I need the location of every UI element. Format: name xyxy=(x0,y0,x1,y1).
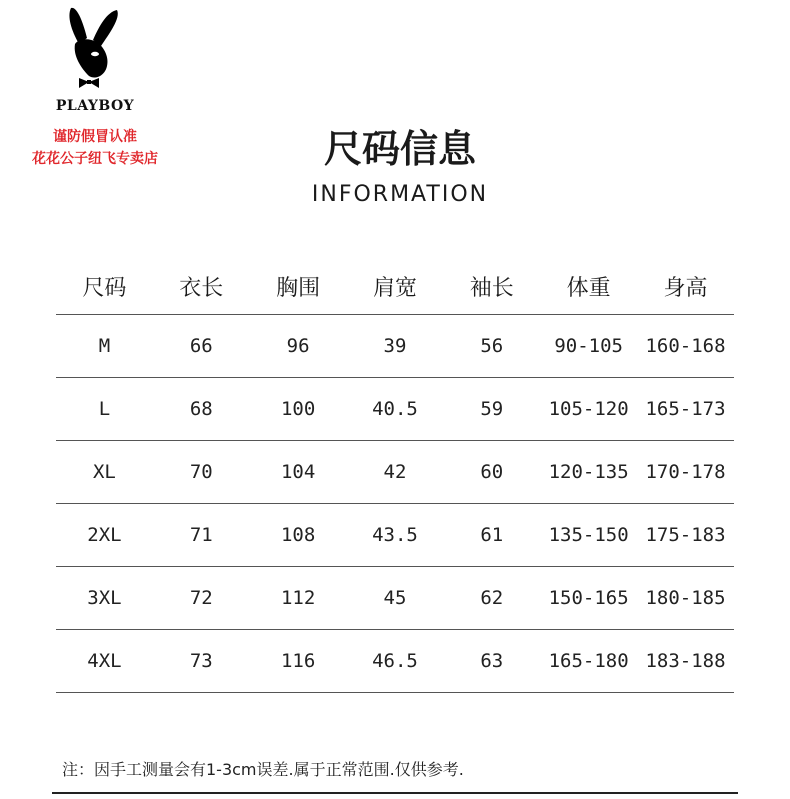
anti-counterfeit-notice: 谨防假冒认准 xyxy=(53,129,137,145)
table-cell: 43.5 xyxy=(372,524,418,546)
divider xyxy=(52,792,738,794)
table-cell: 39 xyxy=(383,335,407,357)
header-weight: 体重 xyxy=(566,275,611,301)
header-height: 身高 xyxy=(663,275,708,301)
table-cell: 170-178 xyxy=(645,461,726,483)
table-row xyxy=(56,315,734,378)
store-name: 花花公子纽飞专卖店 xyxy=(32,151,158,167)
table-cell: 63 xyxy=(480,650,504,672)
table-cell: 72 xyxy=(189,587,213,609)
table-cell: 183-188 xyxy=(645,650,726,672)
table-cell: 108 xyxy=(280,524,316,546)
bunny-logo-icon xyxy=(55,4,127,94)
table-cell: 112 xyxy=(280,587,316,609)
table-cell: 68 xyxy=(189,398,213,420)
table-row xyxy=(56,504,734,567)
header-chest: 胸围 xyxy=(276,275,321,301)
table-cell: 180-185 xyxy=(645,587,726,609)
table-row xyxy=(56,441,734,504)
table-cell: 165-173 xyxy=(645,398,726,420)
table-cell: M xyxy=(98,335,111,357)
table-cell: 165-180 xyxy=(548,650,629,672)
table-row xyxy=(56,630,734,693)
table-cell: 96 xyxy=(286,335,310,357)
table-cell: 100 xyxy=(280,398,316,420)
table-row xyxy=(56,378,734,441)
table-cell: 135-150 xyxy=(548,524,629,546)
table-cell: 56 xyxy=(480,335,504,357)
brand-name: PLAYBOY xyxy=(55,98,135,114)
page-title: 尺码信息 xyxy=(323,127,476,171)
table-cell: 42 xyxy=(383,461,407,483)
table-row xyxy=(56,567,734,630)
table-cell: 62 xyxy=(480,587,504,609)
table-cell: 45 xyxy=(383,587,407,609)
table-cell: 120-135 xyxy=(548,461,629,483)
table-cell: 116 xyxy=(280,650,316,672)
table-cell: 160-168 xyxy=(645,335,726,357)
table-header-row xyxy=(56,258,734,315)
table-cell: 3XL xyxy=(87,587,122,609)
table-cell: 2XL xyxy=(87,524,122,546)
table-cell: 60 xyxy=(480,461,504,483)
header-length: 衣长 xyxy=(179,275,224,301)
table-cell: 150-165 xyxy=(548,587,629,609)
table-cell: 175-183 xyxy=(645,524,726,546)
table-cell: 40.5 xyxy=(372,398,418,420)
table-cell: 59 xyxy=(480,398,504,420)
table-cell: 46.5 xyxy=(372,650,418,672)
table-cell: 73 xyxy=(189,650,213,672)
table-cell: 105-120 xyxy=(548,398,629,420)
header-size: 尺码 xyxy=(82,275,127,301)
table-cell: 90-105 xyxy=(554,335,623,357)
table-cell: 104 xyxy=(280,461,316,483)
table-cell: XL xyxy=(92,461,116,483)
table-cell: 4XL xyxy=(87,650,122,672)
page-subtitle: INFORMATION xyxy=(311,182,489,207)
header-shoulder: 肩宽 xyxy=(372,275,417,301)
table-cell: 70 xyxy=(189,461,213,483)
table-cell: L xyxy=(98,398,111,420)
measurement-note: 注：因手工测量会有1-3cm误差.属于正常范围.仅供参考. xyxy=(62,760,464,779)
table-cell: 71 xyxy=(189,524,213,546)
size-table xyxy=(56,258,734,693)
table-cell: 61 xyxy=(480,524,504,546)
header-sleeve: 袖长 xyxy=(469,275,514,301)
table-cell: 66 xyxy=(189,335,213,357)
